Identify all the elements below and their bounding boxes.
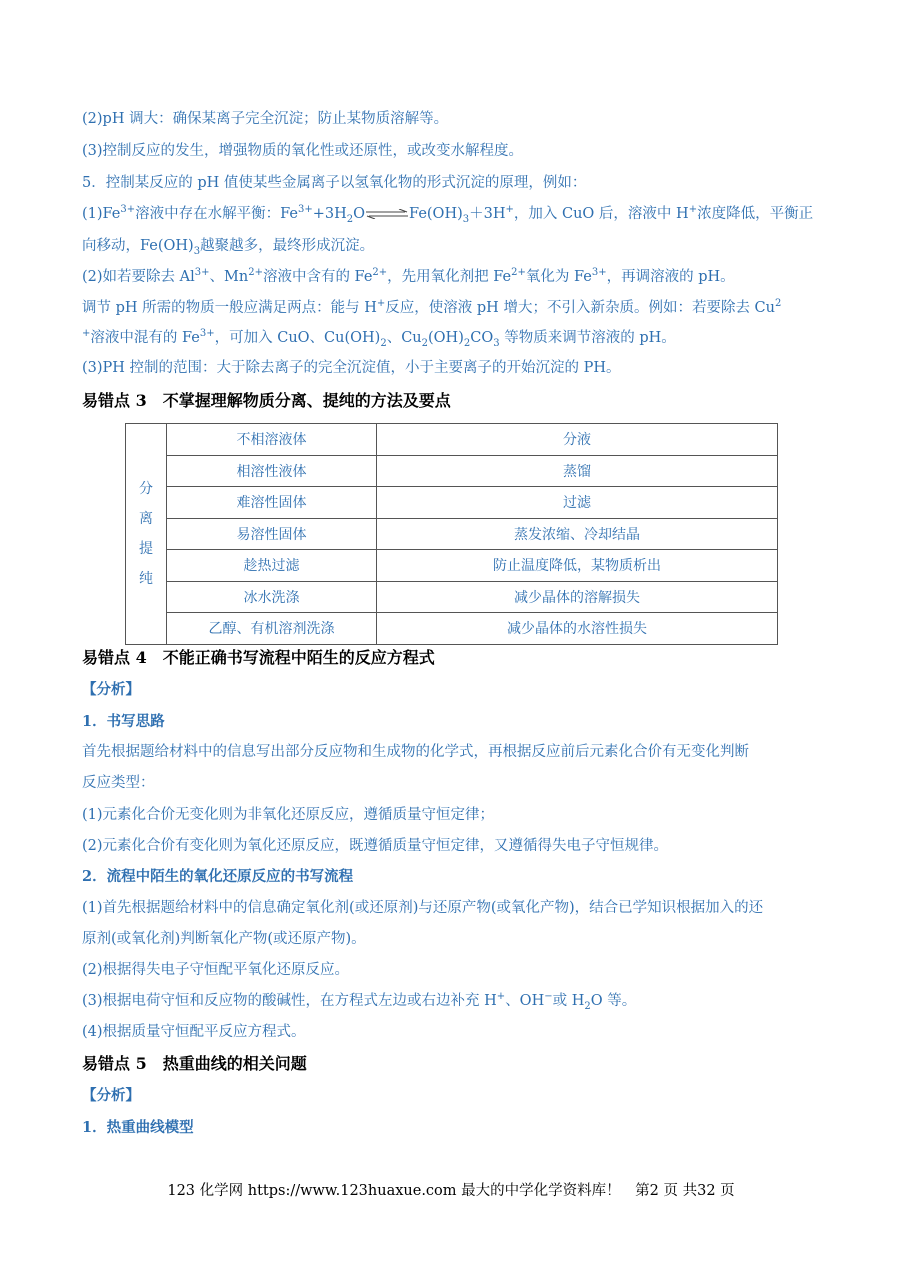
equation-line: $(1)Fe^{3+}$溶液中存在水解平衡：$Fe^{3+}+3H_2O$ $Fe(OH)_3+3H^+$，加入 CuO 后，溶液中 H+浓度降低，平衡正 [82, 204, 814, 225]
table-cell: 易溶性固体 [167, 518, 377, 550]
text-line: 向移动，$Fe(OH)_3$越聚越多，最终形成沉淀。 [82, 238, 375, 257]
table-row [126, 424, 778, 456]
text-line: (3)根据电荷守恒和反应物的酸碱性，在方程式左边或右边补充 H+、OH−或 $H_2O$ 等。 [82, 991, 637, 1012]
text-line: 调节 pH 所需的物质一般应满足两点：能与 H+反应，使溶液 pH 增大；不引入新杂质。例如：若要除去 Cu$^2$ [82, 298, 782, 316]
text-line: 5．控制某反应的 pH 值使某些金属离子以氢氧化物的形式沉淀的原理，例如： [82, 175, 587, 191]
text-line: (2)元素化合价有变化则为氧化还原反应，既遵循质量守恒定律，又遵循得失电子守恒规律。 [82, 838, 669, 854]
table-cell: 难溶性固体 [167, 487, 377, 519]
text-line: (2)pH 调大：确保某离子完全沉淀；防止某物质溶解等。 [82, 111, 449, 127]
text-line: (1)元素化合价无变化则为非氧化还原反应，遵循质量守恒定律； [82, 807, 495, 823]
separation-methods-table [125, 423, 778, 645]
table-cell: 减少晶体的溶解损失 [377, 581, 778, 613]
table-cell: 减少晶体的水溶性损失 [377, 613, 778, 645]
table-cell: 不相溶液体 [167, 424, 377, 456]
equilibrium-arrow-icon [365, 209, 409, 219]
table-cell: 冰水洗涤 [167, 581, 377, 613]
subheading: 1．热重曲线模型 [82, 1119, 194, 1136]
table-row [126, 455, 778, 487]
table-cell: 蒸馏 [377, 455, 778, 487]
text-line: 首先根据题给材料中的信息写出部分反应物和生成物的化学式，再根据反应前后元素化合价有无变化判断 [82, 744, 749, 760]
text-line: 原剂(或氧化剂)判断氧化产物(或还原产物)。 [82, 931, 366, 947]
text-line: (3)PH 控制的范围：大于除去离子的完全沉淀值，小于主要离子的开始沉淀的 PH。 [82, 360, 621, 376]
table-row [126, 518, 778, 550]
subheading: 2．流程中陌生的氧化还原反应的书写流程 [82, 868, 354, 885]
text-line: (2)如若要除去 $Al^{3+}$、$Mn^{2+}$溶液中含有的 $Fe^{2+}$，先用氧化剂把 $Fe^{2+}$氧化为 $Fe^{3+}$，再调溶液的 pH。 [82, 267, 735, 285]
text-line: (2)根据得失电子守恒配平氧化还原反应。 [82, 962, 350, 978]
analysis-tag: 【分析】 [82, 681, 140, 698]
table-cell: 乙醇、有机溶剂洗涤 [167, 613, 377, 645]
text-line: 反应类型： [82, 775, 155, 791]
table-cell: 分液 [377, 424, 778, 456]
section-heading: 易错点 3 不掌握理解物质分离、提纯的方法及要点 [82, 391, 451, 410]
analysis-tag: 【分析】 [82, 1087, 140, 1104]
table-cell: 趁热过滤 [167, 550, 377, 582]
text-line: (3)控制反应的发生，增强物质的氧化性或还原性，或改变水解程度。 [82, 143, 524, 159]
text-line: (4)根据质量守恒配平反应方程式。 [82, 1024, 306, 1040]
table-row [126, 581, 778, 613]
section-heading: 易错点 4 不能正确书写流程中陌生的反应方程式 [82, 648, 435, 667]
section-heading: 易错点 5 热重曲线的相关问题 [82, 1054, 307, 1073]
subheading: 1．书写思路 [82, 713, 165, 730]
text-line: +溶液中混有的 $Fe^{3+}$，可加入 CuO、$Cu(OH)_2$、$Cu_2(OH)_2CO_3$ 等物质来调节溶液的 pH。 [82, 328, 676, 349]
table-cell: 防止温度降低，某物质析出 [377, 550, 778, 582]
table-cell: 过滤 [377, 487, 778, 519]
table-row [126, 550, 778, 582]
table-side-label: 分 离 提 纯 [126, 424, 167, 645]
table-row [126, 487, 778, 519]
page-footer: 123 化学网 https://www.123huaxue.com 最大的中学化学资料库！ 第2 页 共32 页 [167, 1183, 735, 1199]
text-line: (1)首先根据题给材料中的信息确定氧化剂(或还原剂)与还原产物(或氧化产物)，结合已学知识根据加入的还 [82, 900, 764, 916]
table-cell: 相溶性液体 [167, 455, 377, 487]
table-row [126, 613, 778, 645]
table-cell: 蒸发浓缩、冷却结晶 [377, 518, 778, 550]
